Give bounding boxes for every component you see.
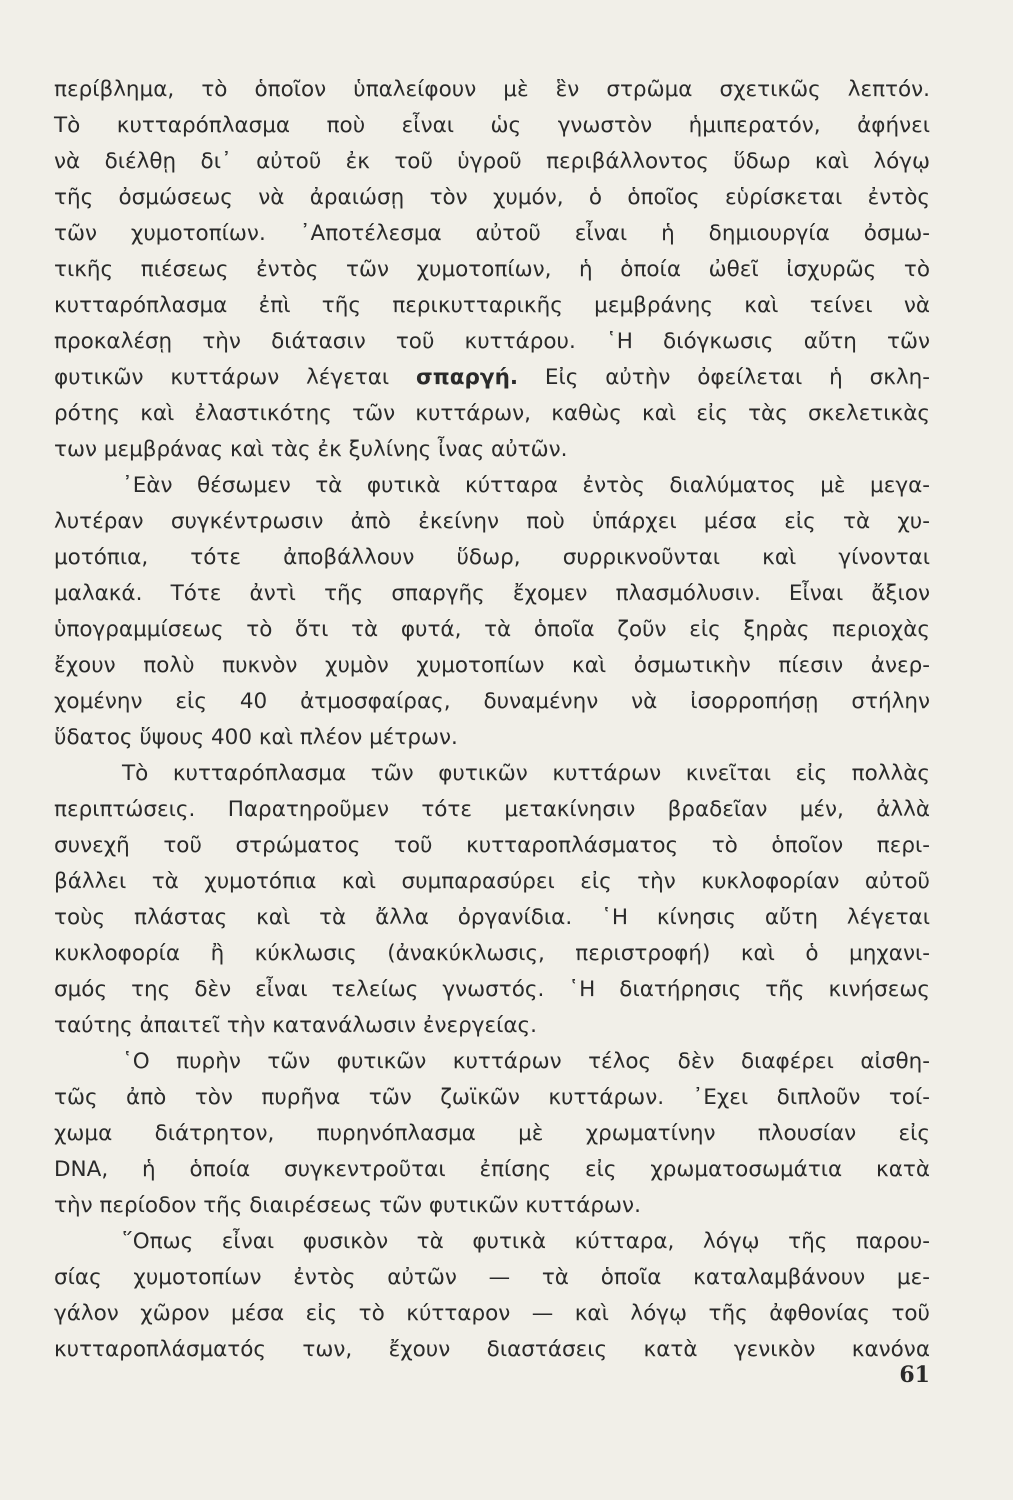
- text-line: των μεμβράνας καὶ τὰς ἐκ ξυλίνης ἶνας αὐτῶν.: [54, 437, 568, 462]
- text-line: τῶς ἀπὸ τὸν πυρῆνα τῶν ζωϊκῶν κυττάρων. ᾿Εχει διπλοῦν τοί-: [54, 1085, 930, 1110]
- text-line: γάλον χῶρον μέσα εἰς τὸ κύτταρον — καὶ λόγῳ τῆς ἀφθονίας τοῦ: [54, 1301, 930, 1326]
- text-line: ρότης καὶ ἐλαστικότης τῶν κυττάρων, καθὼς καὶ εἰς τὰς σκελετικὰς: [54, 401, 930, 426]
- text-line: ἔχουν πολὺ πυκνὸν χυμὸν χυμοτοπίων καὶ ὀσμωτικὴν πίεσιν ἀνερ-: [54, 653, 930, 678]
- text-line: λυτέραν συγκέντρωσιν ἀπὸ ἐκείνην ποὺ ὑπάρχει μέσα εἰς τὰ χυ-: [54, 509, 930, 534]
- text-segment: φυτικῶν κυττάρων λέγεται: [54, 365, 417, 390]
- text-line: περιπτώσεις. Παρατηροῦμεν τότε μετακίνησιν βραδεῖαν μέν, ἀλλὰ: [54, 797, 930, 822]
- text-line: προκαλέσῃ τὴν διάτασιν τοῦ κυττάρου. ῾Η διόγκωσις αὔτη τῶν: [54, 329, 930, 354]
- text-line: ᾿Εὰν θέσωμεν τὰ φυτικὰ κύτταρα ἐντὸς διαλύματος μὲ μεγα-: [122, 473, 930, 498]
- text-line: τοὺς πλάστας καὶ τὰ ἄλλα ὀργανίδια. ῾Η κίνησις αὔτη λέγεται: [54, 905, 930, 930]
- text-line: τῆς ὀσμώσεως νὰ ἀραιώσῃ τὸν χυμόν, ὁ ὁποῖος εὑρίσκεται ἐντὸς: [54, 185, 930, 210]
- text-line: ὕδατος ὕψους 400 καὶ πλέον μέτρων.: [54, 725, 458, 750]
- text-line: μαλακά. Τότε ἀντὶ τῆς σπαργῆς ἔχομεν πλασμόλυσιν. Εἶναι ἄξιον: [54, 581, 930, 606]
- text-line: Τὸ κυτταρόπλασμα τῶν φυτικῶν κυττάρων κινεῖται εἰς πολλὰς: [122, 761, 930, 786]
- text-line: σμός της δὲν εἶναι τελείως γνωστός. ῾Η διατήρησις τῆς κινήσεως: [54, 977, 930, 1002]
- text-line: τῶν χυμοτοπίων. ᾿Αποτέλεσμα αὐτοῦ εἶναι ἡ δημιουργία ὀσμω-: [54, 221, 930, 246]
- text-line: μοτόπια, τότε ἀποβάλλουν ὕδωρ, συρρικνοῦνται καὶ γίνονται: [54, 545, 930, 570]
- text-line: βάλλει τὰ χυμοτόπια καὶ συμπαρασύρει εἰς τὴν κυκλοφορίαν αὐτοῦ: [54, 869, 930, 894]
- text-line: ταύτης ἀπαιτεῖ τὴν κατανάλωσιν ἐνεργείας.: [54, 1013, 537, 1038]
- text-line: ῾Ο πυρὴν τῶν φυτικῶν κυττάρων τέλος δὲν διαφέρει αἰσθη-: [122, 1049, 930, 1074]
- text-line: κυκλοφορία ἢ κύκλωσις (ἀνακύκλωσις, περιστροφή) καὶ ὁ μηχανι-: [54, 941, 930, 966]
- text-line: ῞Οπως εἶναι φυσικὸν τὰ φυτικὰ κύτταρα, λόγῳ τῆς παρου-: [122, 1229, 930, 1254]
- text-line: νὰ διέλθῃ δι᾽ αὐτοῦ ἐκ τοῦ ὑγροῦ περιβάλλοντος ὕδωρ καὶ λόγῳ: [54, 149, 930, 174]
- text-line: τικῆς πιέσεως ἐντὸς τῶν χυμοτοπίων, ἡ ὁποία ὠθεῖ ἰσχυρῶς τὸ: [54, 257, 930, 282]
- text-line: τὴν περίοδον τῆς διαιρέσεως τῶν φυτικῶν κυττάρων.: [54, 1193, 641, 1218]
- text-line: χωμα διάτρητον, πυρηνόπλασμα μὲ χρωματίνην πλουσίαν εἰς: [54, 1121, 930, 1146]
- text-line: Τὸ κυτταρόπλασμα ποὺ εἶναι ὡς γνωστὸν ἡμιπερατόν, ἀφήνει: [54, 113, 930, 138]
- text-line: συνεχῆ τοῦ στρώματος τοῦ κυτταροπλάσματος τὸ ὁποῖον περι-: [54, 833, 930, 858]
- text-segment: Εἰς αὐτὴν ὀφείλεται ἡ σκλη-: [518, 365, 930, 390]
- text-line: χομένην εἰς 40 ἀτμοσφαίρας, δυναμένην νὰ ἰσορροπήσῃ στήλην: [54, 689, 930, 714]
- text-line: DNA, ἡ ὁποία συγκεντροῦται ἐπίσης εἰς χρωματοσωμάτια κατὰ: [54, 1157, 930, 1182]
- text-line: σίας χυμοτοπίων ἐντὸς αὐτῶν — τὰ ὁποῖα καταλαμβάνουν με-: [54, 1265, 930, 1290]
- text-line-with-term: [54, 360, 930, 396]
- text-line: περίβλημα, τὸ ὁποῖον ὑπαλείφουν μὲ ἓν στρῶμα σχετικῶς λεπτόν.: [54, 77, 930, 102]
- text-line: ὑπογραμμίσεως τὸ ὅτι τὰ φυτά, τὰ ὁποῖα ζοῦν εἰς ξηρὰς περιοχὰς: [54, 617, 930, 642]
- text-line: κυτταροπλάσματός των, ἔχουν διαστάσεις κατὰ γενικὸν κανόνα: [54, 1337, 930, 1362]
- page-number: 61: [899, 1362, 930, 1388]
- text-line: κυτταρόπλασμα ἐπὶ τῆς περικυτταρικῆς μεμβράνης καὶ τείνει νὰ: [54, 293, 930, 318]
- bold-term: σπαργή.: [416, 365, 519, 390]
